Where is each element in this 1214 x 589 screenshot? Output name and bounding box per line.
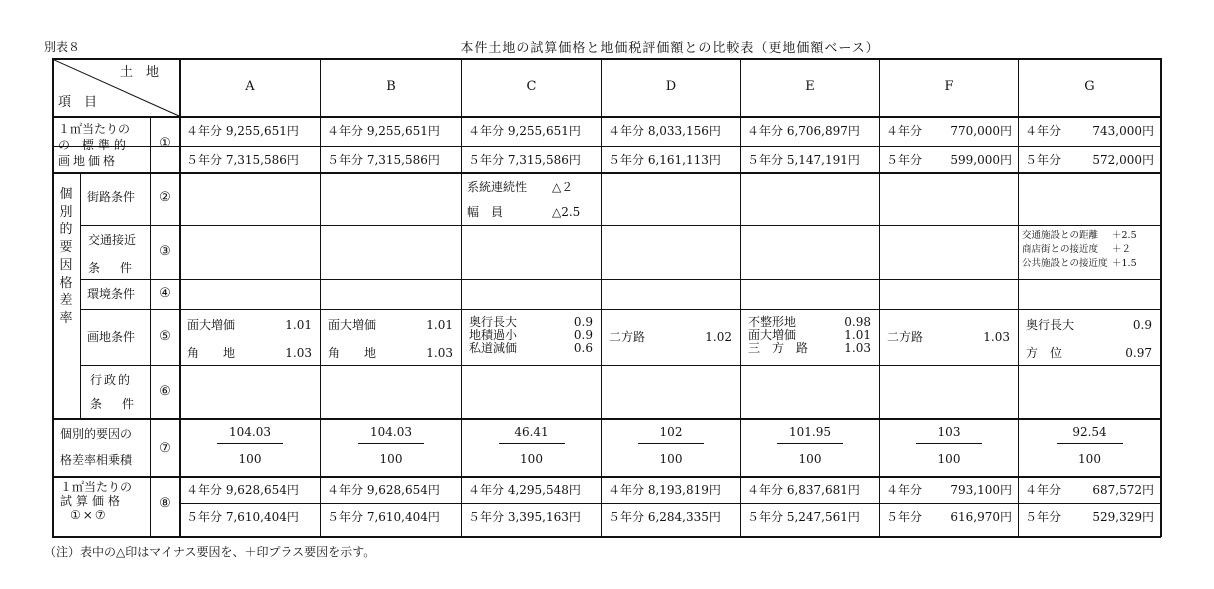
- row3-label-line2: 条 件: [88, 261, 137, 275]
- row1-y4-f: ４年分: [886, 124, 923, 138]
- row6-label-line1: 行政的: [90, 373, 133, 387]
- row5-label: 画地条件: [87, 330, 136, 344]
- g-public-label: 公共施設との接近度: [1022, 258, 1108, 269]
- row3-label-line1: 交通接近: [88, 233, 137, 247]
- table-reference: 別表８: [44, 40, 81, 54]
- row5-g-item-1-value: 0.9: [1132, 318, 1152, 332]
- g-shopping-value: ＋２: [1112, 244, 1132, 255]
- row7-b-numerator: 104.03: [370, 425, 412, 439]
- row5-d-item-1-value: 1.02: [705, 330, 732, 344]
- row7-g-denominator: 100: [1078, 452, 1101, 466]
- row5-b-item-1-value: 1.01: [426, 318, 453, 332]
- col-header-f: F: [944, 79, 954, 94]
- row7-f-numerator: 103: [937, 425, 961, 439]
- row7-f-denominator: 100: [937, 452, 961, 466]
- row1-label-line3: 画地価格: [58, 154, 119, 168]
- row1-y5-d: ５年分 6,161,113円: [608, 153, 721, 167]
- row5-a-item-1-label: 面大増価: [187, 318, 236, 332]
- corner-header-items: 項 目: [58, 95, 98, 110]
- row6-number: ⑥: [159, 384, 171, 399]
- row5-c-item-1-value: 0.9: [573, 315, 593, 329]
- row1-y4-value-f: 770,000円: [950, 124, 1012, 138]
- row1-y5-g: ５年分: [1025, 153, 1062, 167]
- row5-e-item-3-label: 三 方 路: [748, 341, 809, 355]
- row5-c-item-3-value: 0.6: [573, 341, 593, 355]
- row5-c-item-3-label: 私道減価: [469, 341, 518, 355]
- row5-b-item-2-value: 1.03: [426, 346, 453, 360]
- row8-y4-c: ４年分 4,295,548円: [468, 483, 581, 497]
- row8-label-line1: １㎡当たりの: [60, 480, 133, 494]
- row7-number: ⑦: [159, 441, 171, 456]
- row7-c-denominator: 100: [520, 452, 543, 466]
- col-header-c: C: [526, 79, 537, 94]
- row7-d-fraction-bar: [638, 443, 704, 444]
- row6-label-line2: 条 件: [90, 397, 139, 411]
- row8-y5-b: ５年分 7,610,404円: [327, 510, 440, 524]
- c-width-label: 幅 員: [467, 205, 504, 219]
- row1-y5-b: ５年分 7,315,586円: [327, 153, 440, 167]
- row7-a-fraction-bar: [217, 443, 283, 444]
- footnote: （注）表中の△印はマイナス要因を、＋印プラス要因を示す。: [44, 545, 376, 559]
- row1-number: ①: [159, 136, 171, 151]
- row7-d-denominator: 100: [659, 452, 683, 466]
- row7-c-numerator: 46.41: [514, 425, 549, 439]
- g-transport-value: ＋2.5: [1112, 230, 1137, 241]
- group-label-individual-factors: 個別的要因格差率: [59, 187, 73, 326]
- row8-y5-a: ５年分 7,610,404円: [186, 510, 299, 524]
- col-header-g: G: [1084, 79, 1095, 94]
- row2-label: 街路条件: [87, 190, 136, 204]
- g-shopping-label: 商店街との接近度: [1022, 244, 1099, 255]
- row7-e-numerator: 101.95: [789, 425, 831, 439]
- row8-y4-g: ４年分: [1025, 483, 1062, 497]
- row4-label: 環境条件: [87, 287, 136, 301]
- row8-y5-f: ５年分: [886, 510, 923, 524]
- row7-f-fraction-bar: [916, 443, 982, 444]
- row7-g-fraction-bar: [1057, 443, 1123, 444]
- row1-y5-f: ５年分: [886, 153, 923, 167]
- row1-y5-e: ５年分 5,147,191円: [747, 153, 860, 167]
- row5-a-item-2-label: 角 地: [187, 346, 236, 360]
- row1-label-line2: の 標準的: [58, 138, 130, 152]
- row8-y5-value-f: 616,970円: [950, 510, 1012, 524]
- row7-a-denominator: 100: [238, 452, 262, 466]
- row8-label-line3: ①×⑦: [70, 508, 108, 522]
- row7-label-line2: 格差率相乗積: [60, 453, 133, 467]
- c-width-value: △2.5: [552, 205, 581, 219]
- row8-y4-e: ４年分 6,837,681円: [747, 483, 860, 497]
- row7-d-numerator: 102: [659, 425, 683, 439]
- row7-b-fraction-bar: [358, 443, 424, 444]
- row1-y5-value-g: 572,000円: [1092, 153, 1154, 167]
- g-transport-label: 交通施設との距離: [1022, 230, 1099, 241]
- row8-y5-g: ５年分: [1025, 510, 1062, 524]
- row8-y5-d: ５年分 6,284,335円: [608, 510, 721, 524]
- row5-d-item-1-label: 二方路: [609, 330, 646, 344]
- row5-c-item-1-label: 奥行長大: [469, 315, 518, 329]
- row5-g-item-2-label: 方 位: [1026, 346, 1063, 360]
- row5-c-item-2-label: 地積過小: [469, 328, 518, 342]
- row7-c-fraction-bar: [499, 443, 565, 444]
- row1-label-line1: １㎡当たりの: [58, 122, 131, 136]
- row1-y4-b: ４年分 9,255,651円: [327, 124, 440, 138]
- row7-e-fraction-bar: [777, 443, 843, 444]
- row5-number: ⑤: [159, 329, 171, 344]
- row1-y4-g: ４年分: [1025, 124, 1062, 138]
- row8-y4-b: ４年分 9,628,654円: [327, 483, 440, 497]
- row7-label-line1: 個別的要因の: [60, 427, 133, 441]
- c-street-continuity-label: 系統連続性: [467, 180, 528, 194]
- row5-e-item-1-value: 0.98: [844, 315, 871, 329]
- row5-e-item-2-label: 面大増価: [748, 328, 797, 342]
- row5-a-item-2-value: 1.03: [285, 346, 312, 360]
- row5-a-item-1-value: 1.01: [285, 318, 312, 332]
- row8-y5-e: ５年分 5,247,561円: [747, 510, 860, 524]
- row1-y4-e: ４年分 6,706,897円: [747, 124, 860, 138]
- row5-c-item-2-value: 0.9: [573, 328, 593, 342]
- row5-g-item-1-label: 奥行長大: [1026, 318, 1075, 332]
- col-header-e: E: [805, 79, 815, 94]
- col-header-a: A: [245, 79, 255, 94]
- page-title: 本件土地の試算価格と地価税評価額との比較表（更地価額ベース）: [460, 41, 880, 56]
- row8-y4-value-g: 687,572円: [1092, 483, 1154, 497]
- row5-f-item-1-label: 二方路: [887, 330, 924, 344]
- row7-g-numerator: 92.54: [1072, 425, 1107, 439]
- row8-y5-value-g: 529,329円: [1092, 510, 1154, 524]
- row7-e-denominator: 100: [798, 452, 822, 466]
- c-street-continuity-value: △２: [552, 180, 574, 194]
- row1-y4-a: ４年分 9,255,651円: [186, 124, 299, 138]
- row8-y4-f: ４年分: [886, 483, 923, 497]
- row1-y4-value-g: 743,000円: [1092, 124, 1154, 138]
- row2-number: ②: [159, 190, 171, 205]
- row7-a-numerator: 104.03: [229, 425, 271, 439]
- row1-y5-c: ５年分 7,315,586円: [468, 153, 581, 167]
- row8-y4-d: ４年分 8,193,819円: [608, 483, 721, 497]
- row8-number: ⑧: [159, 496, 171, 511]
- row5-e-item-3-value: 1.03: [844, 341, 871, 355]
- g-public-value: ＋1.5: [1112, 258, 1137, 269]
- row5-g-item-2-value: 0.97: [1125, 346, 1152, 360]
- row7-b-denominator: 100: [379, 452, 403, 466]
- row8-y4-value-f: 793,100円: [950, 483, 1012, 497]
- row1-y4-c: ４年分 9,255,651円: [468, 124, 581, 138]
- row5-e-item-2-value: 1.01: [844, 328, 871, 342]
- row5-f-item-1-value: 1.03: [983, 330, 1010, 344]
- row5-e-item-1-label: 不整形地: [748, 315, 797, 329]
- row5-b-item-2-label: 角 地: [328, 346, 377, 360]
- row5-b-item-1-label: 面大増価: [328, 318, 377, 332]
- row8-y4-a: ４年分 9,628,654円: [186, 483, 299, 497]
- row8-y5-c: ５年分 3,395,163円: [468, 510, 581, 524]
- row1-y4-d: ４年分 8,033,156円: [608, 124, 721, 138]
- row3-number: ③: [159, 244, 171, 259]
- row1-y5-value-f: 599,000円: [950, 153, 1012, 167]
- corner-header-land: 土 地: [120, 65, 160, 80]
- row4-number: ④: [159, 286, 171, 301]
- row1-y5-a: ５年分 7,315,586円: [186, 153, 299, 167]
- row8-label-line2: 試算価格: [60, 494, 125, 508]
- col-header-b: B: [386, 79, 396, 94]
- col-header-d: D: [665, 79, 677, 94]
